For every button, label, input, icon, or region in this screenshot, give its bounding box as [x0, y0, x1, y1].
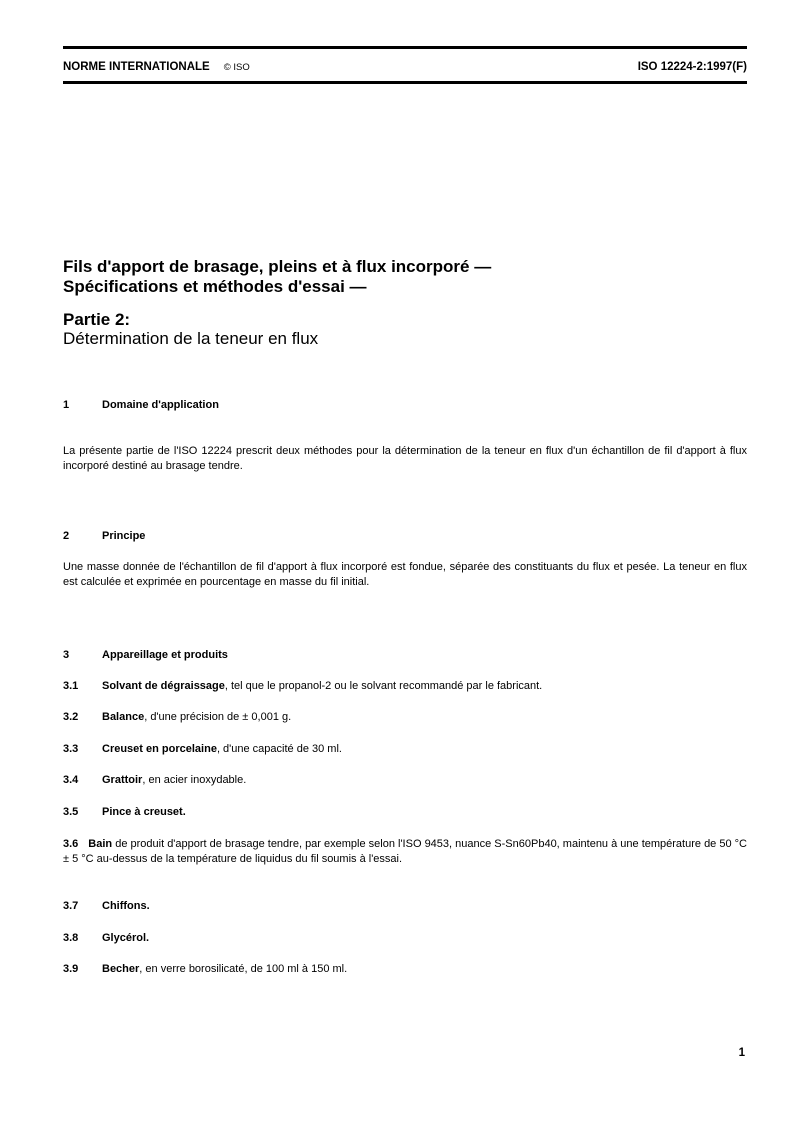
section-number: 2 — [63, 530, 70, 542]
header-right: ISO 12224-2:1997(F) — [637, 61, 747, 73]
item-number: 3.3 — [63, 743, 79, 755]
item-3-6 — [63, 837, 747, 867]
section-number: 1 — [63, 399, 70, 411]
item-text: , d'une capacité de 30 ml. — [216, 743, 342, 755]
section-title: Domaine d'application — [102, 399, 219, 411]
item-term: Creuset en porcelaine — [102, 743, 217, 755]
item-3-3 — [63, 742, 747, 757]
item-text: , en verre borosilicaté, de 100 ml à 150 ml. — [139, 963, 348, 975]
item-3-4 — [63, 773, 747, 788]
section-2-heading — [63, 530, 145, 542]
document-title — [63, 257, 491, 297]
document-header — [63, 61, 250, 73]
part-subtitle: Détermination de la teneur en flux — [63, 329, 319, 348]
header-copyright: © ISO — [223, 62, 250, 73]
item-term: Pince à creuset. — [102, 806, 186, 818]
item-3-2 — [63, 710, 747, 725]
item-3-8 — [63, 931, 747, 946]
section-title: Principe — [102, 530, 146, 542]
header-left: NORME INTERNATIONALE — [63, 61, 210, 73]
item-term: Chiffons. — [102, 900, 150, 912]
header-bottom-rule — [63, 81, 747, 84]
section-3-heading — [63, 649, 228, 661]
item-number: 3.6 — [63, 838, 79, 850]
item-term: Grattoir — [102, 774, 143, 786]
item-3-7 — [63, 899, 747, 914]
item-number: 3.7 — [63, 900, 79, 912]
item-3-5 — [63, 805, 747, 820]
item-term: Balance — [102, 711, 145, 723]
section-2-text: Une masse donnée de l'échantillon de fil d'apport à flux incorporé est fondue, séparée des constituants du flux et pesée. La teneur en flux est calculée et exprimée en pourcentage en masse du fil initial. — [63, 561, 747, 588]
item-term: Becher — [102, 963, 140, 975]
item-3-1 — [63, 679, 747, 694]
item-term: Bain — [88, 838, 113, 850]
item-number: 3.9 — [63, 963, 79, 975]
title-line-2: Spécifications et méthodes d'essai — — [63, 277, 367, 296]
title-line-1: Fils d'apport de brasage, pleins et à flux incorporé — — [63, 257, 492, 276]
item-number: 3.5 — [63, 806, 79, 818]
item-number: 3.4 — [63, 774, 79, 786]
section-1-heading — [63, 399, 219, 411]
item-3-9 — [63, 962, 747, 977]
header-top-rule — [63, 46, 747, 49]
item-term: Glycérol. — [102, 932, 150, 944]
item-text: , d'une précision de ± 0,001 g. — [144, 711, 292, 723]
item-number: 3.2 — [63, 711, 79, 723]
section-number: 3 — [63, 649, 70, 661]
page-number: 1 — [738, 1047, 745, 1059]
item-text: , tel que le propanol-2 ou le solvant recommandé par le fabricant. — [224, 680, 543, 692]
section-1-text: La présente partie de l'ISO 12224 prescrit deux méthodes pour la détermination de la teneur en flux d'un échantillon de fil d'apport à flux incorporé destiné au brasage tendre. — [63, 445, 747, 472]
item-number: 3.8 — [63, 932, 79, 944]
item-term: Solvant de dégraissage — [102, 680, 225, 692]
item-text: de produit d'apport de brasage tendre, par exemple selon l'ISO 9453, nuance S-Sn60Pb40, maintenu à une température de 50 °C ± 5 °C au-dessus de la température de liquidus du fil soumis à l'essai. — [63, 838, 747, 865]
part-label: Partie 2: — [63, 310, 131, 329]
section-title: Appareillage et produits — [102, 649, 228, 661]
item-text: , en acier inoxydable. — [142, 774, 247, 786]
item-number: 3.1 — [63, 680, 79, 692]
